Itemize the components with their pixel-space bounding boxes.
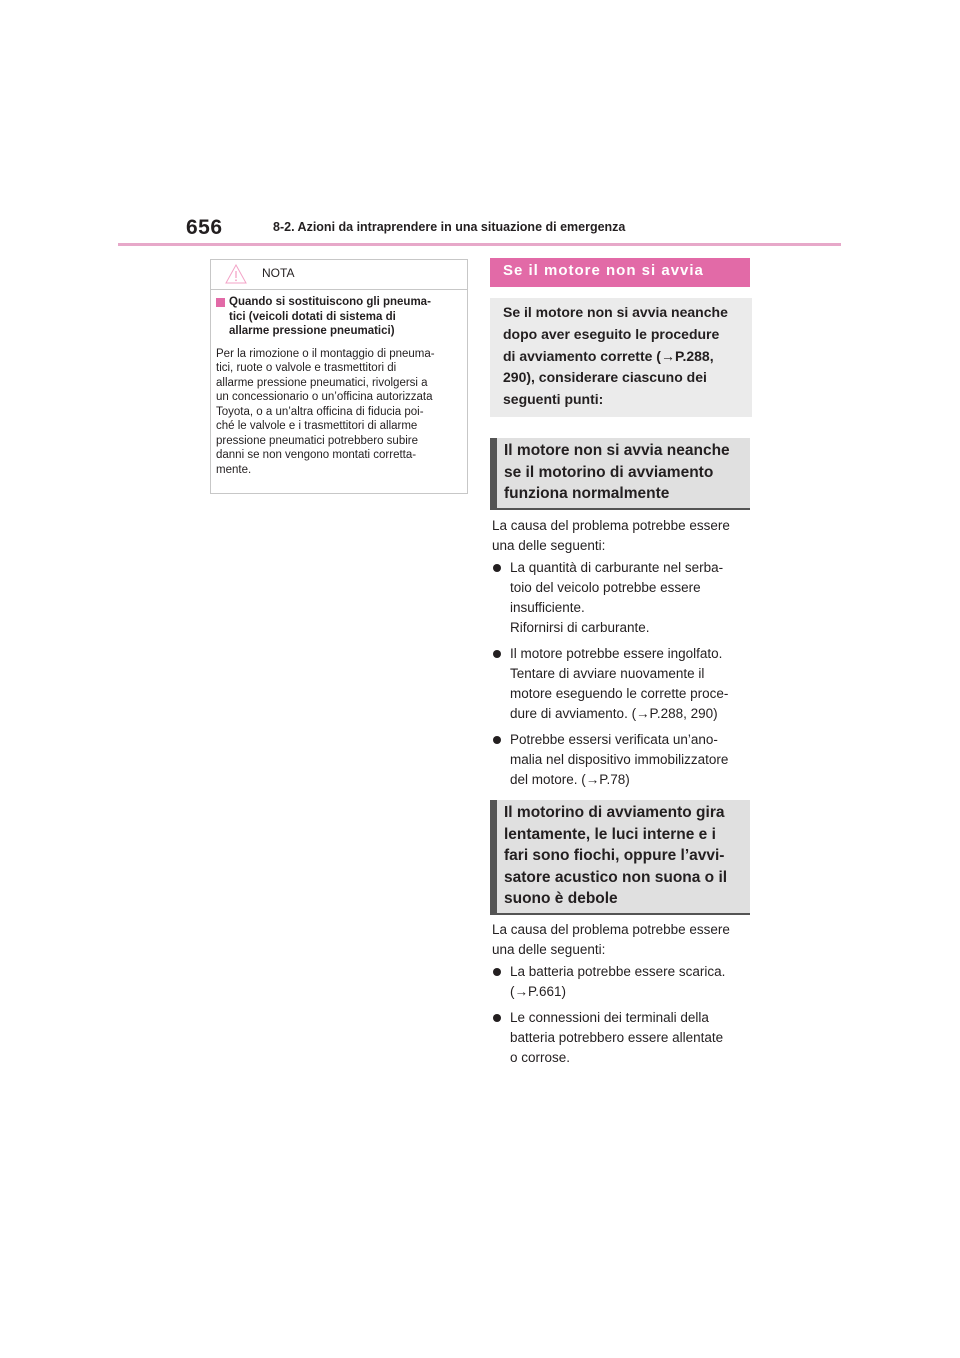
nota-text (216, 347, 459, 478)
nota-subheading-line: Quando si sostituiscono gli pneuma- (229, 296, 431, 308)
section-title: Se il motore non si avvia (490, 258, 750, 287)
list-item-line: Le connessioni dei terminali della (510, 1010, 709, 1025)
list-item (492, 730, 754, 790)
subheading-line: fari sono fiochi, oppure l’avvi- (504, 847, 725, 864)
cause-intro (492, 920, 752, 960)
nota-text-line: un concessionario o un’officina autorizzata (216, 391, 433, 403)
bullet-dot-icon (493, 736, 501, 744)
list-item-line: Potrebbe essersi verificata un’ano- (510, 732, 718, 747)
nota-header (211, 260, 467, 290)
list-item (492, 1008, 754, 1068)
nota-text-line: Per la rimozione o il montaggio di pneuma- (216, 347, 435, 360)
list-item (492, 644, 754, 724)
nota-title: NOTA (262, 266, 295, 280)
list-item-line: Il motore potrebbe essere ingolfato. (510, 646, 723, 661)
cause-line: La causa del problema potrebbe essere (492, 922, 730, 937)
nota-subheading-line: tici (veicoli dotati di sistema di (229, 310, 396, 323)
list-item (492, 962, 754, 1002)
list-item-line: La batteria potrebbe essere scarica. (510, 964, 726, 979)
nota-subheading (216, 295, 459, 339)
cause-line: La causa del problema potrebbe essere (492, 518, 730, 533)
subheading-line: satore acustico non suona o il (504, 868, 728, 886)
cause-line: una delle seguenti: (492, 538, 606, 553)
subheading-starter-normal (490, 438, 750, 510)
section-header: 8-2. Azioni da intraprendere in una situazione di emergenza (273, 220, 626, 234)
nota-box (210, 259, 468, 494)
nota-text-line: Toyota, o a un’altra officina di fiducia poi- (216, 405, 424, 418)
list-item-line: batteria potrebbero essere allentate (510, 1030, 724, 1045)
list-item-line: Tentare di avviare nuovamente il (510, 666, 705, 681)
nota-text-line: pressione pneumatici potrebbero subire (216, 434, 419, 447)
nota-text-line: ché le valvole e i trasmettitori di allarme (216, 420, 418, 432)
cause-list (492, 962, 754, 1074)
intro-line: seguenti punti: (503, 391, 604, 408)
square-bullet-icon (216, 295, 229, 339)
subheading-starter-slow (490, 800, 750, 915)
subheading-underline (490, 508, 750, 510)
subheading-line: lentamente, le luci interne e i (504, 825, 716, 843)
list-item-line: toio del veicolo potrebbe essere (510, 580, 701, 595)
bullet-dot-icon (493, 1014, 501, 1022)
list-item-line: del motore. (→P.78) (510, 772, 630, 787)
list-item-line: dure di avviamento. (→P.288, 290) (510, 706, 718, 721)
list-item-line: motore eseguendo le corrette proce- (510, 686, 729, 701)
intro-line: di avviamento corrette (→P.288, (503, 347, 714, 364)
subheading-line: suono è debole (504, 890, 618, 907)
intro-line: 290), considerare ciascuno dei (503, 369, 707, 386)
cause-intro (492, 516, 752, 556)
subheading-line: Il motore non si avvia neanche (504, 442, 730, 459)
bullet-dot-icon (493, 564, 501, 572)
nota-text-line: danni se non vengono montati corretta- (216, 449, 417, 461)
subheading-line: se il motorino di avviamento (504, 463, 714, 481)
cause-line: una delle seguenti: (492, 942, 606, 957)
intro-box (490, 298, 752, 417)
page-number: 656 (186, 216, 223, 239)
intro-line: dopo aver eseguito le procedure (503, 325, 720, 342)
subheading-line: Il motorino di avviamento gira (504, 804, 725, 821)
list-item-line: Rifornirsi di carburante. (510, 620, 650, 635)
header-divider (118, 243, 841, 246)
bullet-dot-icon (493, 968, 501, 976)
nota-body (211, 290, 467, 477)
nota-subheading-line: allarme pressione pneumatici) (229, 325, 395, 337)
subheading-line: funziona normalmente (504, 485, 670, 502)
intro-line: Se il motore non si avvia neanche (503, 304, 728, 320)
list-item-line: La quantità di carburante nel serba- (510, 560, 724, 575)
subheading-underline (490, 913, 750, 915)
list-item-line: o corrose. (510, 1050, 571, 1065)
bullet-dot-icon (493, 650, 501, 658)
list-item-line: insufficiente. (510, 600, 585, 615)
nota-text-line: allarme pressione pneumatici, rivolgersi a (216, 376, 428, 389)
nota-text-line: mente. (216, 463, 252, 476)
nota-text-line: tici, ruote o valvole e trasmettitori di (216, 362, 397, 374)
warning-triangle-icon (225, 264, 247, 284)
cause-list (492, 558, 754, 796)
list-item (492, 558, 754, 638)
list-item-line: malia nel dispositivo immobilizzatore (510, 752, 729, 767)
list-item-line: (→P.661) (510, 984, 567, 999)
